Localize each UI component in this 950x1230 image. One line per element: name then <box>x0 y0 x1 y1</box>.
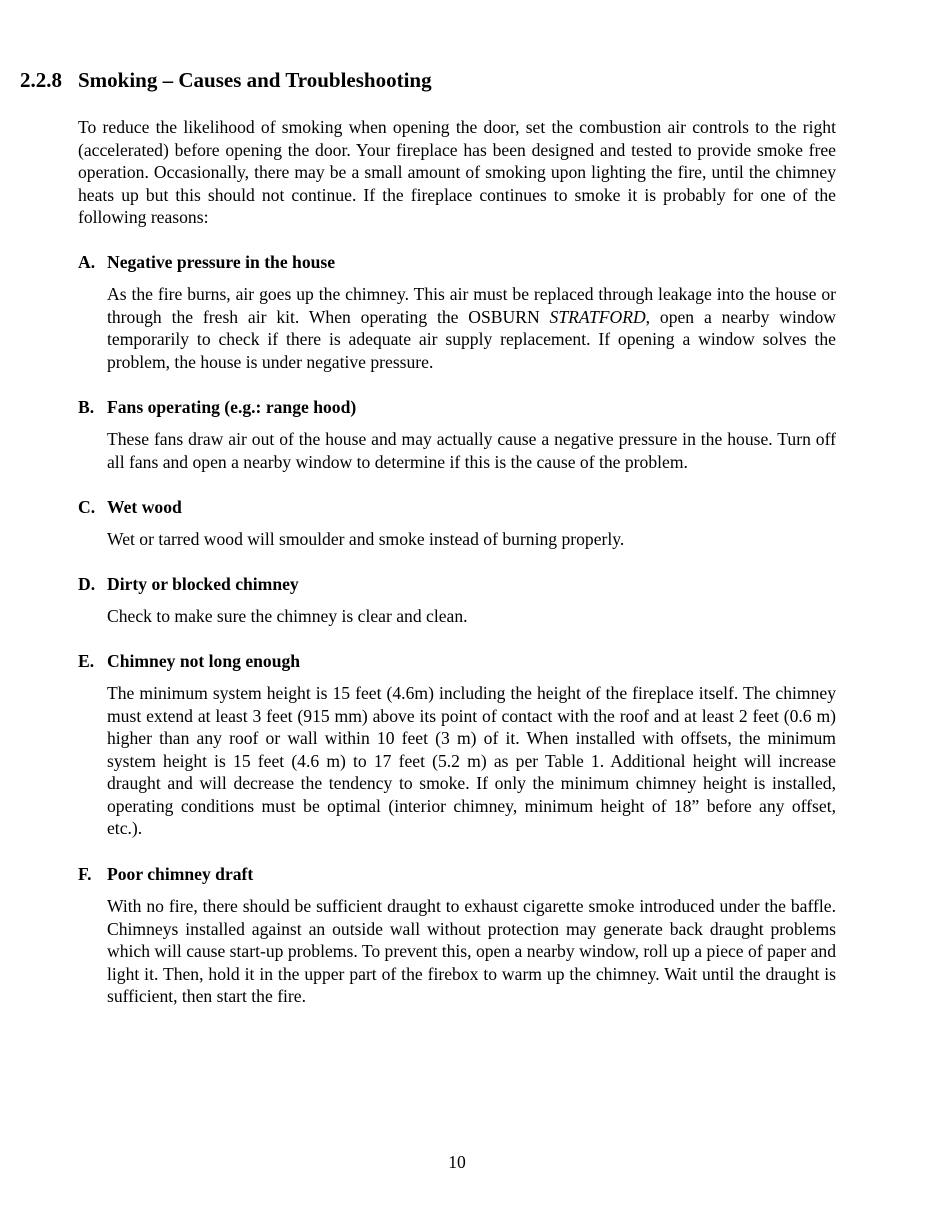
cause-title: Negative pressure in the house <box>107 252 336 272</box>
cause-letter: A. <box>78 252 96 272</box>
page-number: 10 <box>448 1152 466 1172</box>
section-title: Smoking – Causes and Troubleshooting <box>78 68 432 92</box>
cause-heading-e <box>78 650 300 672</box>
cause-letter: D. <box>78 574 96 594</box>
cause-title: Wet wood <box>107 497 182 517</box>
cause-heading-c <box>78 496 182 518</box>
cause-title: Fans operating (e.g.: range hood) <box>107 397 357 417</box>
cause-letter: E. <box>78 651 95 671</box>
section-heading <box>20 66 432 94</box>
cause-title: Dirty or blocked chimney <box>107 574 299 594</box>
cause-title: Poor chimney draft <box>107 864 254 884</box>
cause-body-e: The minimum system height is 15 feet (4.6m) including the height of the fireplace itself. The chimney must extend at least 3 feet (915 mm) above its point of contact with the roof and at least 2 feet (0.6 m) higher than any roof or wall within 10 feet (3 m) of it. When installed with offsets, the minimum system height is 15 feet (4.6 m) to 17 feet (5.2 m) as per Table 1. Additional height will increase draught and will decrease the tendency to smoke. If only the minimum chimney height is installed, operating conditions must be optimal (interior chimney, minimum height of 18” before any offset, etc.). <box>107 683 836 838</box>
product-name: STRATFORD <box>549 306 646 327</box>
cause-body-a <box>107 283 836 373</box>
cause-text-part: As the fire burns, air goes up the chimney. This air must be replaced through leakage into the house or through the fresh air kit. When operating the OSBURN <box>107 284 836 327</box>
cause-body-f: With no fire, there should be sufficient draught to exhaust cigarette smoke introduced under the baffle. Chimneys installed against an outside wall without protection may generate back draught problems which will cause start-up problems. To prevent this, open a nearby window, roll up a piece of paper and light it. Then, hold it in the upper part of the firebox to warm up the chimney. Wait until the draught is sufficient, then start the fire. <box>107 896 836 1006</box>
section-number: 2.2.8 <box>20 68 62 92</box>
cause-letter: C. <box>78 497 96 517</box>
cause-text-part: , open a nearby window temporarily to check if there is adequate air supply replacement. If opening a window solves the problem, the house is under negative pressure. <box>107 306 836 372</box>
cause-body-c: Wet or tarred wood will smoulder and smoke instead of burning properly. <box>107 529 625 549</box>
cause-heading-a <box>78 251 335 273</box>
cause-heading-b <box>78 396 356 418</box>
cause-title: Chimney not long enough <box>107 651 301 671</box>
cause-letter: B. <box>78 397 95 417</box>
cause-body-b: These fans draw air out of the house and may actually cause a negative pressure in the house. Turn off all fans and open a nearby window to determine if this is the cause of the problem. <box>107 429 836 472</box>
cause-letter: F. <box>78 864 92 884</box>
cause-heading-d <box>78 573 299 595</box>
intro-paragraph: To reduce the likelihood of smoking when opening the door, set the combustion air controls to the right (accelerated) before opening the door. Your fireplace has been designed and tested to provide smoke free operation. Occasionally, there may be a small amount of smoking upon lighting the fire, until the chimney heats up but this should not continue. If the fireplace continues to smoke it is probably for one of the following reasons: <box>78 117 836 227</box>
cause-body-d: Check to make sure the chimney is clear and clean. <box>107 606 468 626</box>
cause-heading-f <box>78 863 253 885</box>
